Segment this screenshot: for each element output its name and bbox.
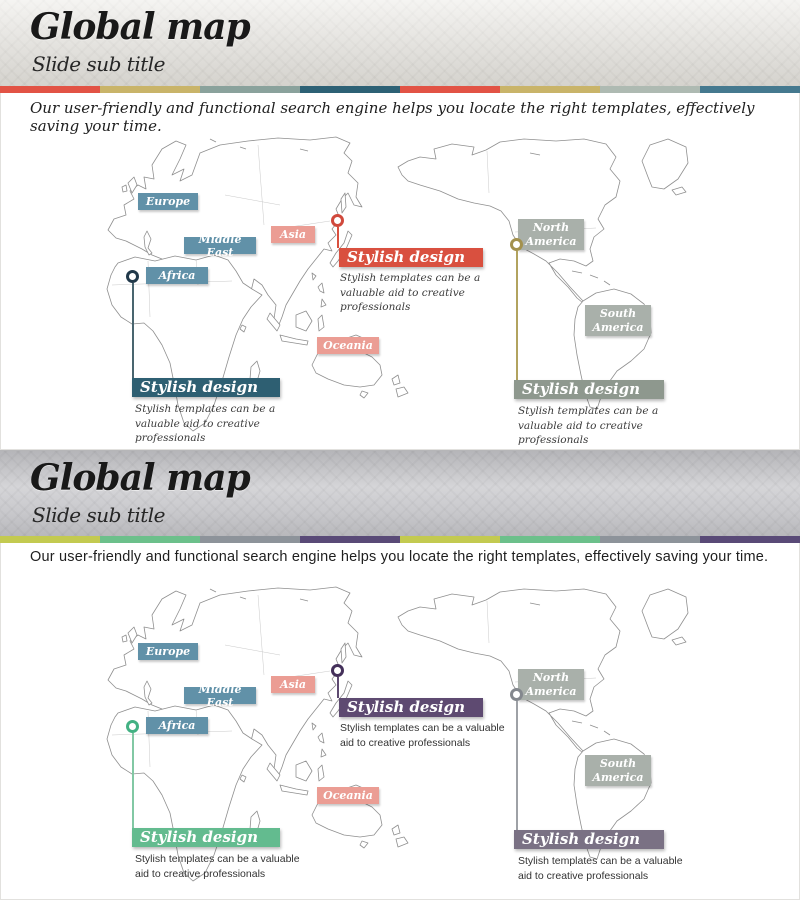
accent-stripe <box>0 536 800 543</box>
region-label-asia: Asia <box>271 676 315 693</box>
region-label-middle-east: Middle East <box>184 687 256 704</box>
page-subtitle: Slide sub title <box>32 503 165 527</box>
stripe-segment <box>100 536 200 543</box>
slide-1-header <box>0 0 800 86</box>
region-label-north-america: North America <box>518 669 584 700</box>
callout-title-north-america: Stylish design <box>514 380 664 399</box>
map-marker-asia <box>331 664 344 677</box>
slide-2-header <box>0 450 800 537</box>
region-label-europe: Europe <box>138 643 198 660</box>
stripe-segment <box>600 86 700 93</box>
region-label-oceania: Oceania <box>317 787 379 804</box>
callout-caption-africa: Stylish templates can be a valuable aid to creative professionals <box>135 403 276 445</box>
callout-caption-north-america: Stylish templates can be a valuable aid to creative professionals <box>518 855 683 882</box>
accent-stripe <box>0 86 800 93</box>
region-label-south-america: South America <box>585 755 651 786</box>
region-label-africa: Africa <box>146 267 208 284</box>
map-marker-africa <box>126 270 139 283</box>
stripe-segment <box>300 536 400 543</box>
stripe-segment <box>300 86 400 93</box>
callout-line-africa <box>132 283 134 378</box>
stripe-segment <box>200 86 300 93</box>
stripe-segment <box>500 536 600 543</box>
callout-caption-africa: Stylish templates can be a valuable aid to creative professionals <box>135 853 300 880</box>
stripe-segment <box>100 86 200 93</box>
page-subtitle: Slide sub title <box>32 52 165 76</box>
region-label-south-america: South America <box>585 305 651 336</box>
stripe-segment <box>500 86 600 93</box>
callout-title-africa: Stylish design <box>132 378 280 397</box>
map-marker-north-america <box>510 238 523 251</box>
region-label-oceania: Oceania <box>317 337 379 354</box>
callout-title-asia: Stylish design <box>339 698 483 717</box>
region-label-north-america: North America <box>518 219 584 250</box>
slide-2[interactable] <box>0 450 800 900</box>
stripe-segment <box>600 536 700 543</box>
callout-caption-asia: Stylish templates can be a valuable aid to creative professionals <box>340 272 481 314</box>
callout-caption-asia: Stylish templates can be a valuable aid to creative professionals <box>340 722 505 749</box>
stripe-segment <box>400 536 500 543</box>
map-marker-north-america <box>510 688 523 701</box>
region-label-middle-east: Middle East <box>184 237 256 254</box>
callout-title-africa: Stylish design <box>132 828 280 847</box>
callout-line-north-america <box>516 701 518 830</box>
stripe-segment <box>700 536 800 543</box>
page-title: Global map <box>30 6 250 48</box>
stripe-segment <box>700 86 800 93</box>
stripe-segment <box>400 86 500 93</box>
callout-caption-north-america: Stylish templates can be a valuable aid to creative professionals <box>518 405 659 447</box>
region-label-europe: Europe <box>138 193 198 210</box>
slide-description: Our user-friendly and functional search engine helps you locate the right templates, effectively saving your time. <box>30 99 755 135</box>
region-label-africa: Africa <box>146 717 208 734</box>
callout-line-africa <box>132 733 134 828</box>
slide-description: Our user-friendly and functional search engine helps you locate the right templates, effectively saving your time. <box>30 549 769 565</box>
map-marker-asia <box>331 214 344 227</box>
callout-title-north-america: Stylish design <box>514 830 664 849</box>
stripe-segment <box>0 86 100 93</box>
stripe-segment <box>200 536 300 543</box>
map-marker-africa <box>126 720 139 733</box>
callout-line-north-america <box>516 251 518 380</box>
callout-line-asia <box>337 227 339 248</box>
region-label-asia: Asia <box>271 226 315 243</box>
callout-title-asia: Stylish design <box>339 248 483 267</box>
callout-line-asia <box>337 677 339 698</box>
page-title: Global map <box>30 457 250 499</box>
stripe-segment <box>0 536 100 543</box>
